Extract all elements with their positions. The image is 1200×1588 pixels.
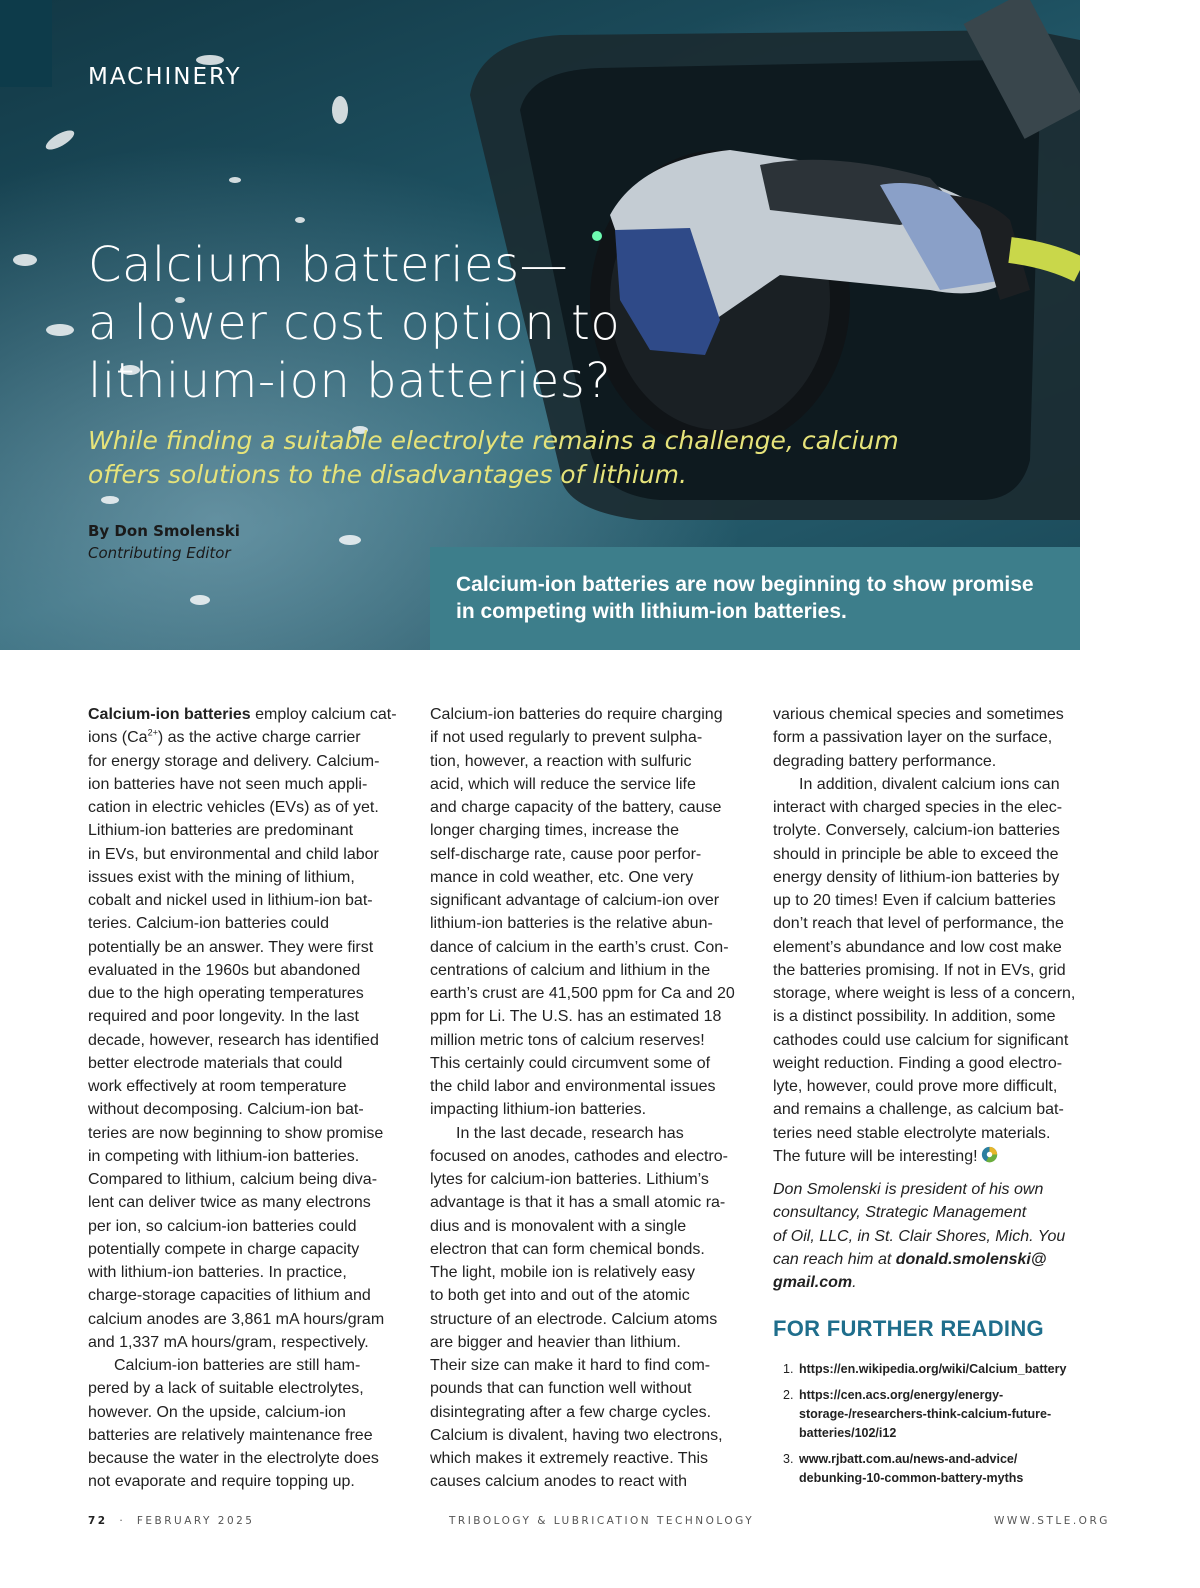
body-line: due to the high operating temperatures xyxy=(88,985,364,1002)
reference-link[interactable]: debunking-10-common-battery-myths xyxy=(799,1471,1024,1485)
further-reading-item xyxy=(773,1360,1093,1379)
body-line: better electrode materials that could xyxy=(88,1054,343,1072)
reference-link[interactable]: https://cen.acs.org/energy/energy- xyxy=(799,1388,1004,1402)
body-line: pounds that can function well without xyxy=(430,1380,692,1398)
title-line: a lower cost option to xyxy=(88,295,621,351)
body-line: teries. Calcium-ion batteries could xyxy=(88,915,329,933)
body-line: for energy storage and delivery. Calcium- xyxy=(88,752,380,770)
body-line: should in principle be able to exceed the xyxy=(773,845,1059,863)
article-title xyxy=(88,236,708,410)
column-1-paragraph-1 xyxy=(88,750,398,1355)
column-1-paragraph-2 xyxy=(88,1354,398,1494)
page-number: 72 xyxy=(88,1515,108,1527)
body-line: In addition, divalent calcium ions can xyxy=(799,775,1060,793)
body-line: This certainly could circumvent some of xyxy=(430,1054,711,1072)
further-reading-item xyxy=(773,1450,1093,1488)
body-line: work effectively at room temperature xyxy=(88,1078,347,1095)
body-line: lent can deliver twice as many electrons xyxy=(88,1194,371,1212)
body-line: without decomposing. Calcium-ion bat- xyxy=(88,1101,364,1119)
body-line: which makes it extremely reactive. This xyxy=(430,1450,709,1467)
byline xyxy=(88,520,240,564)
body-line: required and poor longevity. In the last xyxy=(88,1008,359,1026)
body-line: not evaporate and require topping up. xyxy=(88,1473,355,1491)
body-line: storage, where weight is less of a concern, xyxy=(773,985,1076,1002)
title-line: lithium-ion batteries? xyxy=(88,353,612,409)
column-3-paragraph-2 xyxy=(773,773,1083,1145)
body-line: various chemical species and sometimes xyxy=(773,706,1064,723)
body-line: Compared to lithium, calcium being diva- xyxy=(88,1171,378,1188)
body-line: and charge capacity of the battery, cause xyxy=(430,799,722,816)
column-3-paragraph-1 xyxy=(773,703,1083,773)
column-2 xyxy=(430,703,750,1494)
body-line: Calcium-ion batteries do require charging xyxy=(430,706,723,723)
corner-accent xyxy=(0,0,52,87)
body-line: mance in cold weather, etc. One very xyxy=(430,868,694,886)
body-line: charge-storage capacities of lithium and xyxy=(88,1287,371,1305)
lead-term: Calcium-ion batteries xyxy=(88,706,251,723)
column-2-paragraph-2 xyxy=(430,1122,750,1494)
body-line: Lithium-ion batteries are predominant xyxy=(88,822,354,840)
body-line: The light, mobile ion is relatively easy xyxy=(430,1264,696,1281)
body-line: degrading battery performance. xyxy=(773,752,997,770)
section-label: MACHINERY xyxy=(88,64,242,90)
article-subtitle xyxy=(88,424,968,492)
body-line: interact with charged species in the elec- xyxy=(773,799,1063,816)
body-line: centrations of calcium and lithium in the xyxy=(430,961,711,979)
footer-separator: · xyxy=(119,1515,126,1527)
body-line: longer charging times, increase the xyxy=(430,822,680,840)
pull-quote-line: in competing with lithium-ion batteries. xyxy=(456,600,847,623)
body-line: ppm for Li. The U.S. has an estimated 18 xyxy=(430,1008,722,1026)
reference-link[interactable]: storage-/researchers-think-calcium-future- xyxy=(799,1407,1052,1421)
body-line: lithium-ion batteries is the relative abun- xyxy=(430,915,713,933)
body-line: are bigger and heavier than lithium. xyxy=(430,1333,681,1351)
item-number: 3. xyxy=(783,1452,794,1466)
body-line: impacting lithium-ion batteries. xyxy=(430,1101,647,1119)
body-line: is a distinct possibility. In addition, some xyxy=(773,1008,1056,1026)
item-number: 1. xyxy=(783,1362,794,1376)
body-line: however. On the upside, calcium-ion xyxy=(88,1403,346,1421)
reference-link[interactable]: https://en.wikipedia.org/wiki/Calcium_battery xyxy=(799,1362,1067,1376)
body-line: acid, which will reduce the service life xyxy=(430,775,696,793)
body-line: dius and is monovalent with a single xyxy=(430,1217,687,1235)
body-line: calcium anodes are 3,861 mA hours/gram xyxy=(88,1310,385,1328)
reference-link[interactable]: batteries/102/i12 xyxy=(799,1426,897,1440)
body-line: potentially be an answer. They were first xyxy=(88,938,374,956)
body-line: cation in electric vehicles (EVs) as of yet. xyxy=(88,799,379,816)
body-line: Their size can make it hard to find com- xyxy=(430,1357,711,1374)
body-line: and remains a challenge, as calcium bat- xyxy=(773,1101,1064,1119)
body-line: don’t reach that level of performance, the xyxy=(773,915,1064,933)
magazine-name: TRIBOLOGY & LUBRICATION TECHNOLOGY xyxy=(449,1515,755,1527)
body-line: issues exist with the mining of lithium, xyxy=(88,868,355,886)
body-line: evaluated in the 1960s but abandoned xyxy=(88,961,361,979)
body-line: form a passivation layer on the surface, xyxy=(773,729,1053,747)
body-line: electron that can form chemical bonds. xyxy=(430,1240,705,1258)
footer-left xyxy=(88,1515,254,1527)
further-reading-heading: FOR FURTHER READING xyxy=(773,1316,1044,1341)
body-line: element’s abundance and low cost make xyxy=(773,938,1062,956)
author-email-link[interactable]: donald.smolenski@ xyxy=(895,1250,1047,1268)
bio-line: gmail.com. xyxy=(773,1274,857,1291)
body-line: focused on anodes, cathodes and electro- xyxy=(430,1147,728,1165)
item-number: 2. xyxy=(783,1388,794,1402)
further-reading-item xyxy=(773,1386,1093,1443)
body-line: tion, however, a reaction with sulfuric xyxy=(430,752,692,770)
column-1 xyxy=(88,703,398,1494)
bio-line: of Oil, LLC, in St. Clair Shores, Mich. You xyxy=(773,1227,1066,1245)
hero-image xyxy=(0,0,1080,650)
body-line: and 1,337 mA hours/gram, respectively. xyxy=(88,1333,369,1351)
body-line: earth’s crust are 41,500 ppm for Ca and 20 xyxy=(430,985,735,1002)
body-line: advantage is that it has a small atomic ra- xyxy=(430,1194,726,1212)
body-line: In the last decade, research has xyxy=(456,1124,684,1142)
author-role: Contributing Editor xyxy=(88,544,231,562)
further-reading-list xyxy=(773,1360,1093,1495)
body-line: disintegrating after a few charge cycles. xyxy=(430,1403,712,1421)
body-line: weight reduction. Finding a good electro- xyxy=(773,1054,1063,1072)
column-2-paragraph-1 xyxy=(430,703,750,1122)
author-email-link[interactable]: gmail.com xyxy=(773,1274,853,1291)
bio-line: Don Smolenski is president of his own xyxy=(773,1181,1044,1198)
body-line: lyte, however, could prove more difficult, xyxy=(773,1078,1058,1095)
body-line: in competing with lithium-ion batteries. xyxy=(88,1147,360,1165)
body-line: to both get into and out of the atomic xyxy=(430,1287,690,1305)
body-line: The future will be interesting! xyxy=(773,1145,1083,1168)
title-line: Calcium batteries— xyxy=(88,237,569,293)
body-line: lytes for calcium-ion batteries. Lithium’s xyxy=(430,1171,709,1188)
body-line: with lithium-ion batteries. In practice, xyxy=(88,1264,347,1281)
author-name: By Don Smolenski xyxy=(88,522,240,540)
body-line: the batteries promising. If not in EVs, grid xyxy=(773,961,1066,979)
website-link[interactable]: WWW.STLE.ORG xyxy=(994,1515,1110,1527)
body-line: Calcium is divalent, having two electrons, xyxy=(430,1426,723,1444)
body-line: energy density of lithium-ion batteries by xyxy=(773,868,1060,886)
pull-quote-line: Calcium-ion batteries are now beginning to show promise xyxy=(456,573,1034,596)
reference-link[interactable]: www.rjbatt.com.au/news-and-advice/ xyxy=(799,1452,1018,1466)
body-line: ions $(Ca^{2+})$ as the active charge carrier xyxy=(88,727,361,747)
subtitle-line: While finding a suitable electrolyte remains a challenge, calcium xyxy=(88,426,899,455)
issue-date: FEBRUARY 2025 xyxy=(136,1515,255,1527)
body-line: teries need stable electrolyte materials. xyxy=(773,1124,1051,1142)
body-line: pered by a lack of suitable electrolytes, xyxy=(88,1380,364,1398)
body-line: potentially compete in charge capacity xyxy=(88,1240,360,1258)
body-line: cathodes could use calcium for significant xyxy=(773,1031,1069,1049)
end-mark-icon xyxy=(981,1146,998,1163)
body-line: significant advantage of calcium-ion over xyxy=(430,892,720,909)
body-line: the child labor and environmental issues xyxy=(430,1078,716,1095)
body-line: ion batteries have not seen much appli- xyxy=(88,775,368,793)
body-line: million metric tons of calcium reserves! xyxy=(430,1031,705,1049)
body-line: up to 20 times! Even if calcium batteries xyxy=(773,892,1056,909)
subtitle-line: offers solutions to the disadvantages of lithium. xyxy=(88,460,687,489)
body-line: structure of an electrode. Calcium atoms xyxy=(430,1310,718,1328)
body-line: per ion, so calcium-ion batteries could xyxy=(88,1217,357,1235)
body-line: causes calcium anodes to react with xyxy=(430,1473,688,1491)
body-line: Calcium-ion batteries are still ham- xyxy=(114,1357,361,1374)
bio-line: can reach him at donald.smolenski@ xyxy=(773,1250,1047,1268)
body-line: batteries are relatively maintenance free xyxy=(88,1426,373,1444)
body-line: cobalt and nickel used in lithium-ion bat- xyxy=(88,892,373,909)
author-bio xyxy=(773,1178,1083,1294)
bio-line: consultancy, Strategic Management xyxy=(773,1204,1027,1222)
body-line: self-discharge rate, cause poor perfor- xyxy=(430,845,702,863)
body-line: Calcium-ion batteries employ calcium cat- xyxy=(88,706,397,723)
body-line: dance of calcium in the earth’s crust. Con- xyxy=(430,938,729,956)
pull-quote xyxy=(430,547,1080,650)
body-line: in EVs, but environmental and child labor xyxy=(88,845,379,863)
body-line: because the water in the electrolyte does xyxy=(88,1450,379,1467)
column-3 xyxy=(773,703,1083,1294)
body-line: trolyte. Conversely, calcium-ion batteries xyxy=(773,822,1060,840)
body-line: decade, however, research has identified xyxy=(88,1031,379,1049)
body-line: if not used regularly to prevent sulpha- xyxy=(430,729,703,747)
superscript: 2+ xyxy=(147,727,158,738)
body-line: teries are now beginning to show promise xyxy=(88,1124,384,1142)
